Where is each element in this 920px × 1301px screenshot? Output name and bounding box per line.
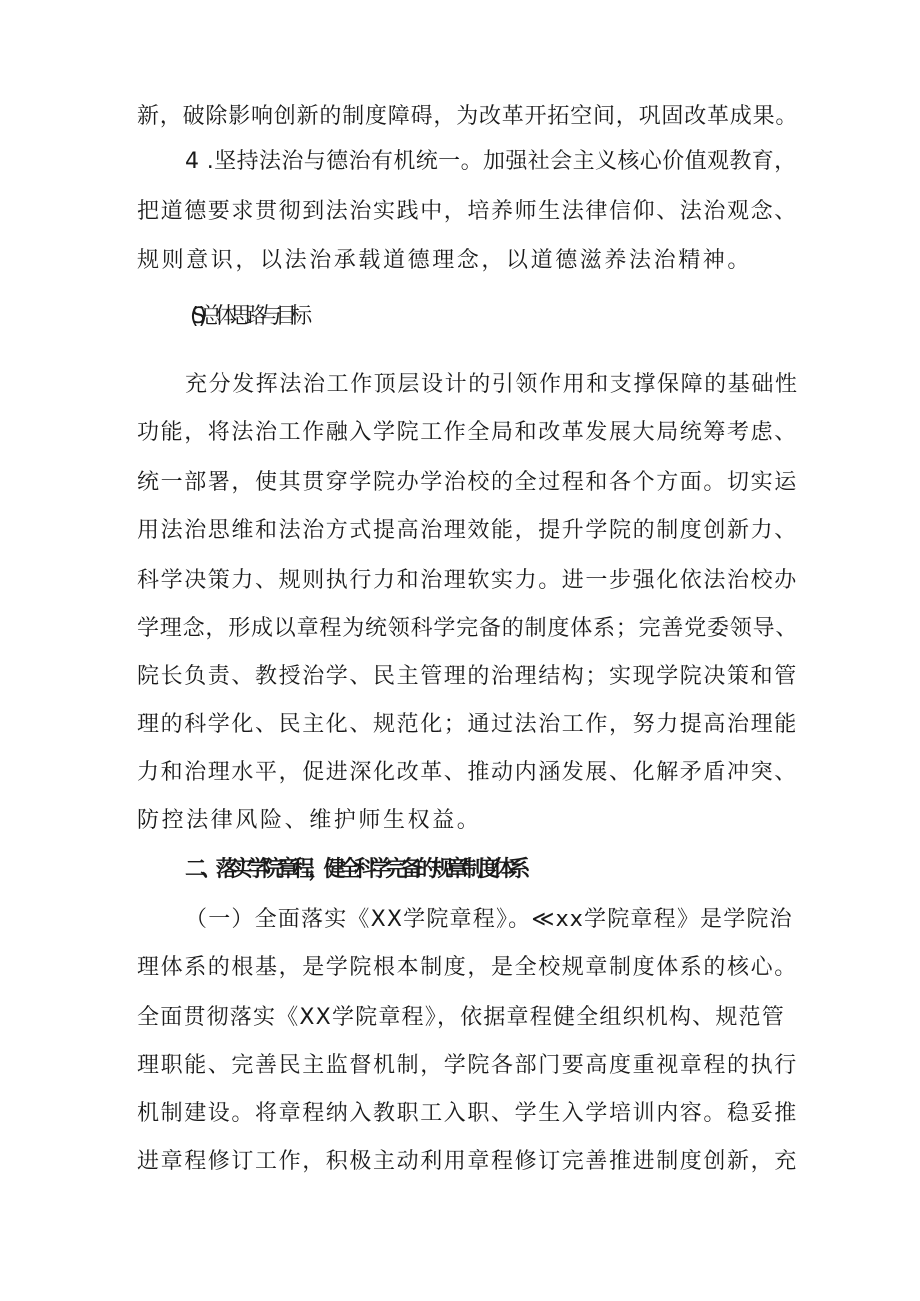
paragraph-line: 功能，将法治工作融入学院工作全局和改革发展大局统筹考虑、 (137, 420, 798, 445)
chapter-heading: 二、落实学院章程，健全科学完备的规章制度体系 (185, 857, 524, 882)
section-heading: (S)总体思路与目标 (190, 304, 306, 329)
paragraph-line: 4 .坚持法治与德治有机统一。加强社会主义核心价值观教育， (185, 149, 797, 174)
paragraph-line: （一）全面落实《XX学院章程》。≪xx学院章程》是学院治 (185, 907, 793, 932)
paragraph-line: 全面贯彻落实《XX学院章程》，依据章程健全组织机构、规范管 (137, 1005, 785, 1030)
paragraph-line: 理的科学化、民主化、规范化；通过法治工作，努力提高治理能 (137, 712, 798, 737)
paragraph-line: 进章程修订工作，积极主动利用章程修订完善推进制度创新，充 (137, 1149, 798, 1174)
paragraph-line: 理职能、完善民主监督机制，学院各部门要高度重视章程的执行 (137, 1053, 798, 1078)
paragraph-line: 把道德要求贯彻到法治实践中，培养师生法律信仰、法治观念、 (137, 199, 798, 224)
paragraph-line: 机制建设。将章程纳入教职工入职、学生入学培训内容。稳妥推 (137, 1101, 798, 1126)
paragraph-line: 防控法律风险、维护师生权益。 (137, 808, 482, 833)
paragraph-line: 用法治思维和法治方式提高治理效能，提升学院的制度创新力、 (137, 518, 798, 543)
paragraph-line: 新，破除影响创新的制度障碍，为改革开拓空间，巩固改革成果。 (137, 104, 799, 129)
paragraph-line: 规则意识，以法治承载道德理念，以道德滋养法治精神。 (137, 248, 753, 273)
paragraph-line: 充分发挥法治工作顶层设计的引领作用和支撑保障的基础性 (185, 372, 799, 397)
paragraph-line: 院长负责、教授治学、民主管理的治理结构；实现学院决策和管 (137, 664, 798, 689)
paragraph-line: 学理念，形成以章程为统领科学完备的制度体系；完善党委领导、 (137, 616, 799, 641)
paragraph-line: 统一部署，使其贯穿学院办学治校的全过程和各个方面。切实运 (137, 470, 798, 495)
paragraph-line: 科学决策力、规则执行力和治理软实力。进一步强化依法治校办 (137, 568, 798, 593)
paragraph-line: 力和治理水平，促进深化改革、推动内涵发展、化解矛盾冲突、 (137, 760, 798, 785)
paragraph-line: 理体系的根基，是学院根本制度，是全校规章制度体系的核心。 (137, 955, 798, 980)
